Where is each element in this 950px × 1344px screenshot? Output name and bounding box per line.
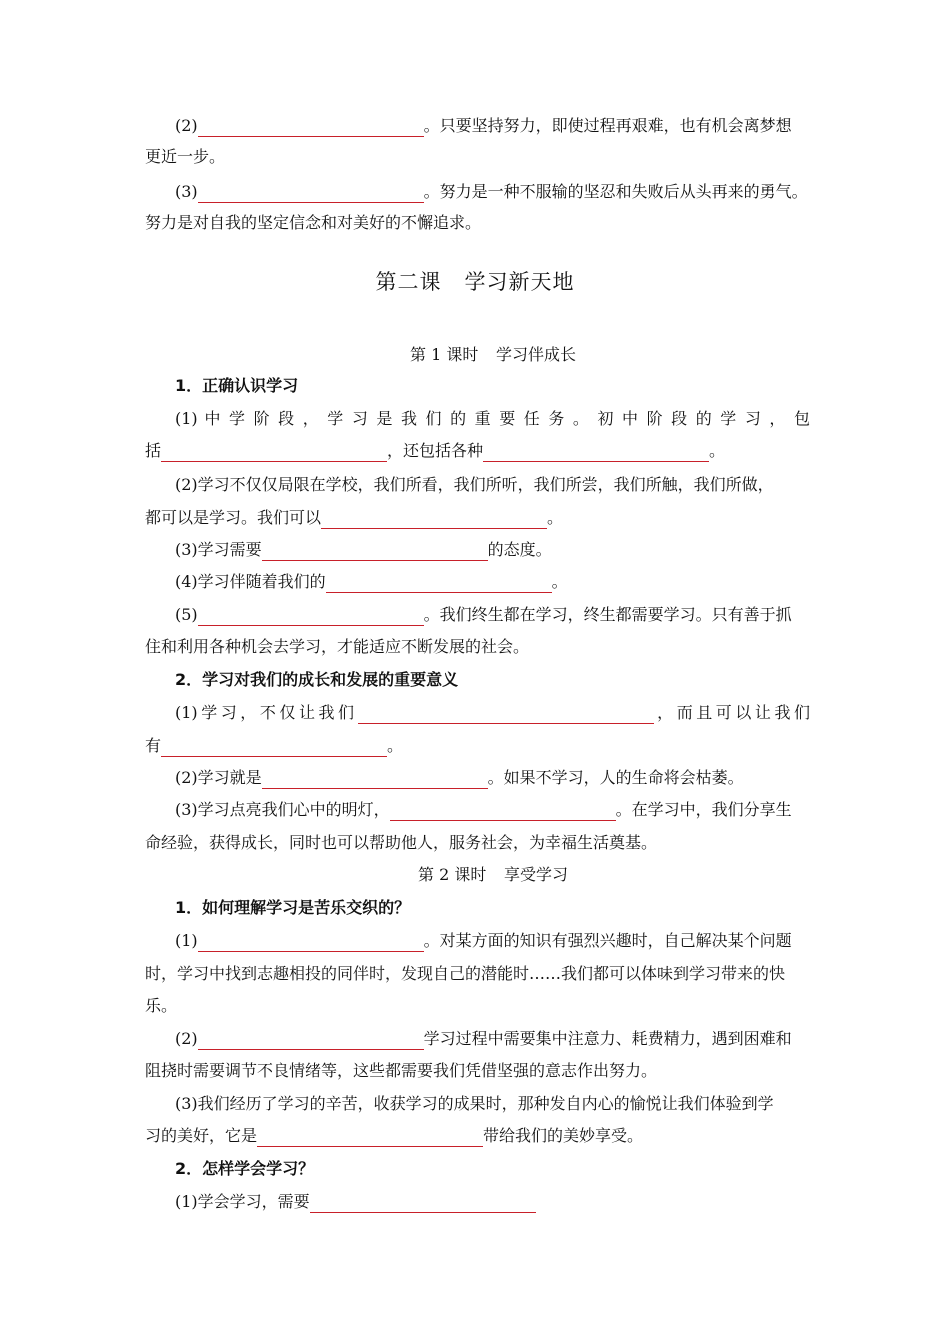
answer-blank[interactable] (198, 935, 424, 952)
p1-s1-item-4: (4)学习伴随着我们的 。 (175, 572, 568, 591)
p2-s1-item-1-cont2: 乐。 (145, 996, 178, 1015)
p2-s1-item-2-cont: 阻挠时需要调节不良情绪等，这些都需要我们凭借坚强的意志作出努力。 (145, 1061, 658, 1080)
p2-s1-item-3-cont: 习的美好，它是 带给我们的美妙享受。 (145, 1126, 644, 1145)
p2-s2-item-1: (1)学会学习，需要 (175, 1191, 810, 1213)
p1-s1-item-5-cont: 住和利用各种机会去学习，才能适应不断发展的社会。 (145, 637, 530, 656)
p1-s2-item-3: (3)学习点亮我们心中的明灯， 。在学习中，我们分享生 (175, 800, 792, 819)
intro-item-2 (175, 115, 810, 137)
section-heading: 2．学习对我们的成长和发展的重要意义 (175, 670, 459, 689)
p1-s1-item-2-cont: 都可以是学习。我们可以 。 (145, 508, 564, 527)
item-text: 。只要坚持努力，即使过程再艰难，也有机会离梦想 (423, 116, 792, 135)
answer-blank[interactable] (310, 1196, 536, 1213)
lesson-title: 第二课 学习新天地 (375, 270, 575, 294)
p1-s1-item-5: (5) 。我们终生都在学习，终生都需要学习。只有善于抓 (175, 605, 792, 624)
section-heading: 2．怎样学会学习？ (175, 1159, 315, 1178)
intro-item-2-cont: 更近一步。 (145, 147, 226, 166)
p2-s1-item-1-cont: 时，学习中找到志趣相投的同伴时，发现自己的潜能时……我们都可以体味到学习带来的快 (145, 964, 786, 983)
answer-blank[interactable] (198, 1033, 424, 1050)
p1-s2-item-3-cont: 命经验，获得成长，同时也可以帮助他人，服务社会，为幸福生活奠基。 (145, 833, 658, 852)
answer-blank[interactable] (161, 445, 387, 462)
answer-blank[interactable] (358, 707, 654, 724)
p1-s2-item-1-cont: 有 。 (145, 736, 404, 755)
answer-blank[interactable] (326, 576, 552, 593)
answer-blank[interactable] (198, 609, 424, 626)
p1-s1-item-1: (1) 中 学 阶 段 ， 学 习 是 我 们 的 重 要 任 务 。 初 中 阶 段 的 学 习 ， 包 (175, 409, 810, 428)
p2-s1-item-1: (1) 。对某方面的知识有强烈兴趣时，自己解决某个问题 (175, 931, 792, 950)
answer-blank[interactable] (262, 544, 488, 561)
answer-blank[interactable] (483, 445, 709, 462)
p1-s2-item-1: (1)学习，不仅让我们 ，而且可以让我们 (175, 703, 810, 722)
answer-blank[interactable] (198, 186, 424, 203)
answer-blank[interactable] (321, 512, 547, 529)
period-1-title: 第 1 课时 学习伴成长 (410, 345, 576, 364)
intro-item-3-cont: 努力是对自我的坚定信念和对美好的不懈追求。 (145, 213, 482, 232)
answer-blank[interactable] (262, 772, 488, 789)
answer-blank[interactable] (198, 120, 424, 137)
p1-s1-item-3: (3)学习需要 的态度。 (175, 540, 552, 559)
p2-s1-item-3: (3)我们经历了学习的辛苦，收获学习的成果时，那种发自内心的愉悦让我们体验到学 (175, 1094, 774, 1113)
item-label: (3) (175, 182, 198, 201)
p2-s1-item-2: (2) 学习过程中需要集中注意力、耗费精力，遇到困难和 (175, 1029, 792, 1048)
answer-blank[interactable] (390, 804, 616, 821)
p1-s1-item-2: (2)学习不仅仅局限在学校，我们所看，我们所听，我们所尝，我们所触，我们所做， (175, 475, 774, 494)
answer-blank[interactable] (257, 1130, 483, 1147)
section-heading: 1．正确认识学习 (175, 376, 299, 395)
p1-s2-item-2: (2)学习就是 。如果不学习，人的生命将会枯萎。 (175, 768, 744, 787)
period-2-title: 第 2 课时 享受学习 (418, 865, 568, 884)
section-heading: 1．如何理解学习是苦乐交织的？ (175, 898, 411, 917)
item-label: (2) (175, 116, 198, 135)
answer-blank[interactable] (161, 740, 387, 757)
intro-item-3 (175, 181, 810, 203)
p1-s1-item-1-cont: 括 ，还包括各种 。 (145, 441, 726, 460)
item-text: 。努力是一种不服输的坚忍和失败后从头再来的勇气。 (423, 182, 808, 201)
